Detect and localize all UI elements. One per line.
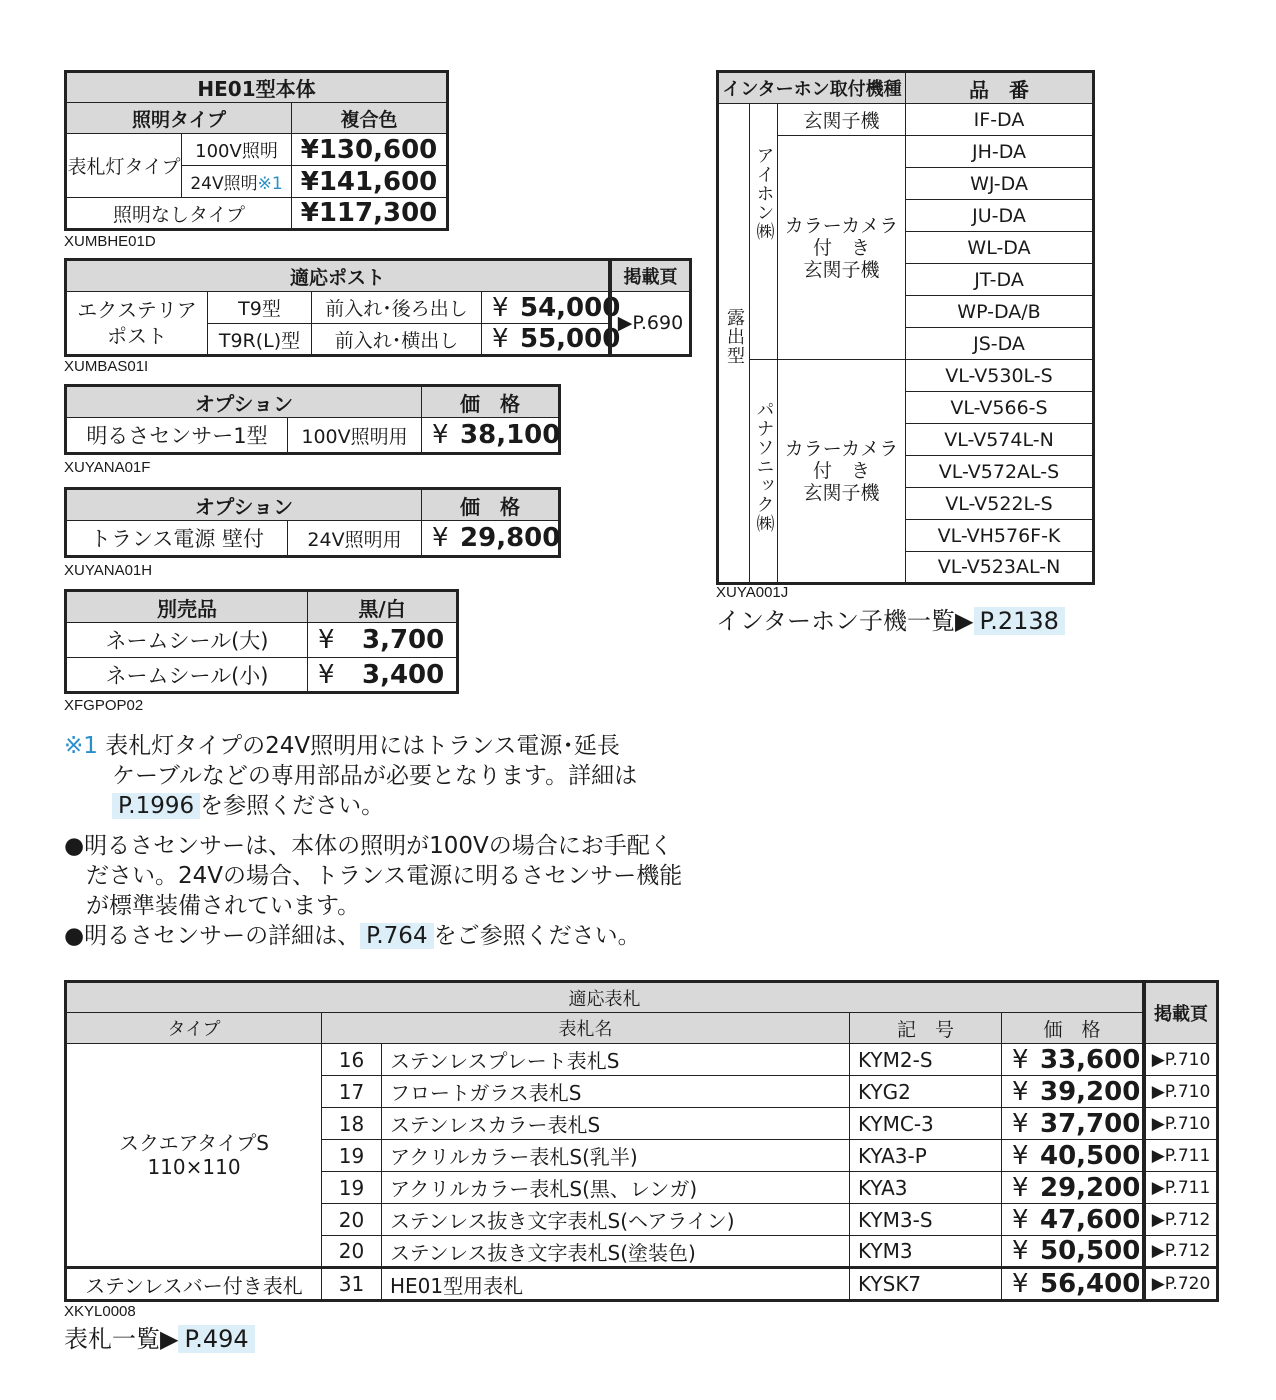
footnote-1-line1: 表札灯タイプの24V照明用にはトランス電源･延長	[105, 733, 620, 759]
extra-name: ネームシール(小)	[66, 658, 308, 693]
post-desc: 前入れ･後ろ出し	[312, 292, 482, 324]
nameplate-page-link[interactable]: ▶P.711	[1145, 1172, 1218, 1204]
extra-price	[308, 623, 458, 658]
camera-line3: 玄関子機	[803, 258, 880, 281]
yen-sign: ¥	[492, 292, 509, 323]
square-type-name: スクエアタイプS	[119, 1131, 269, 1155]
nameplate-list-page-link[interactable]: P.494	[178, 1325, 254, 1353]
intercom-mount-label: 露出型	[724, 308, 745, 365]
he01-price-100v: ¥130,600	[292, 134, 448, 166]
post-price	[482, 324, 621, 356]
yen-sign: ¥	[432, 420, 449, 450]
intercom-model: JS-DA	[906, 328, 1094, 360]
footnote-1-page-link[interactable]: P.1996	[112, 793, 200, 819]
option2-name: トランス電源 壁付	[66, 521, 288, 557]
yen-sign: ¥	[1012, 1108, 1029, 1139]
option1-code: XUYANA01F	[64, 459, 151, 476]
post-page-link[interactable]: ▶P.690	[611, 292, 691, 356]
he01-col-lighting: 照明タイプ	[66, 103, 292, 134]
nameplate-col-type: タイプ	[66, 1013, 322, 1044]
extra-header: 別売品	[66, 591, 308, 623]
he01-group-label: 表札灯タイプ	[66, 134, 182, 198]
option2-table	[64, 487, 561, 558]
extra-name: ネームシール(大)	[66, 623, 308, 658]
post-price-value: 55,000	[520, 324, 621, 354]
nameplate-page-link[interactable]: ▶P.720	[1145, 1268, 1218, 1301]
yen-sign: ¥	[1012, 1236, 1029, 1266]
he01-type-24v-label: 24V照明	[190, 174, 258, 194]
option2-price	[422, 521, 560, 557]
nameplate-page-link[interactable]: ▶P.711	[1145, 1140, 1218, 1172]
intercom-camera-aiphone	[778, 136, 906, 360]
intercom-code: XUYA001J	[716, 584, 789, 601]
he01-none-price: ¥117,300	[292, 198, 448, 230]
intercom-model: WP-DA/B	[906, 296, 1094, 328]
footnote-1-tail: を参照ください。	[200, 793, 385, 819]
camera-line2: 付 き	[813, 236, 871, 259]
intercom-model: VL-V530L-S	[906, 360, 1094, 392]
nameplate-price	[1002, 1140, 1144, 1172]
post-price-value: 54,000	[520, 292, 621, 323]
intercom-model-header: 品 番	[906, 72, 1094, 104]
nameplate-link-label: 表札一覧▶	[64, 1325, 179, 1353]
camera-line2: 付 き	[813, 460, 871, 482]
nameplate-price-value: 37,700	[1040, 1108, 1141, 1139]
nameplate-name: ステンレス抜き文字表札S(塗装色)	[382, 1236, 850, 1268]
nameplate-price-value: 47,600	[1040, 1204, 1141, 1235]
nameplate-name: HE01型用表札	[382, 1268, 850, 1301]
option1-spec: 100V照明用	[288, 418, 422, 454]
nameplate-name: ステンレス抜き文字表札S(ヘアライン)	[382, 1204, 850, 1236]
option1-price	[422, 418, 560, 454]
nameplate-code-label: XKYL0008	[64, 1303, 136, 1320]
bullet-1-line1: ●明るさセンサーは、本体の照明が100Vの場合にお手配く	[64, 833, 673, 859]
nameplate-no: 20	[322, 1204, 382, 1236]
post-model: T9型	[208, 292, 312, 324]
he01-col-color: 複合色	[292, 103, 448, 134]
nameplate-square-type	[66, 1044, 322, 1268]
option2-spec: 24V照明用	[288, 521, 422, 557]
camera-line1: カラーカメラ	[784, 438, 899, 460]
option2-price-value: 29,800	[460, 523, 561, 553]
intercom-link-label: インターホン子機一覧▶	[716, 607, 974, 635]
intercom-entrance: 玄関子機	[778, 104, 906, 136]
post-price	[482, 292, 621, 324]
he01-title: HE01型本体	[66, 72, 448, 103]
extra-color-header: 黒/白	[308, 591, 458, 623]
post-page-header: 掲載頁	[611, 260, 691, 292]
extra-price-value: 3,400	[362, 659, 445, 690]
intercom-mount-type	[718, 104, 750, 584]
nameplate-code: KYM2-S	[850, 1044, 1002, 1076]
intercom-model: VL-V572AL-S	[906, 456, 1094, 488]
extra-price-value: 3,700	[362, 625, 445, 655]
nameplate-page-link[interactable]: ▶P.712	[1145, 1236, 1218, 1268]
nameplate-no: 20	[322, 1236, 382, 1268]
intercom-maker-panasonic	[750, 360, 778, 584]
intercom-model: IF-DA	[906, 104, 1094, 136]
nameplate-link	[64, 1324, 255, 1354]
nameplate-no: 18	[322, 1108, 382, 1140]
post-table	[64, 258, 621, 357]
nameplate-page-link[interactable]: ▶P.710	[1145, 1044, 1218, 1076]
bullet-notes	[64, 831, 704, 951]
post-page-table	[609, 258, 692, 357]
nameplate-price-value: 33,600	[1040, 1044, 1141, 1075]
nameplate-no: 16	[322, 1044, 382, 1076]
option1-table	[64, 384, 561, 455]
nameplate-price-value: 40,500	[1040, 1140, 1141, 1171]
nameplate-price-value: 39,200	[1040, 1076, 1141, 1107]
intercom-model: JU-DA	[906, 200, 1094, 232]
he01-type-24v	[182, 166, 292, 198]
nameplate-price	[1002, 1108, 1144, 1140]
nameplate-no: 19	[322, 1172, 382, 1204]
intercom-model: JT-DA	[906, 264, 1094, 296]
intercom-model: VL-VH576F-K	[906, 520, 1094, 552]
intercom-maker-panasonic-label: パナソニック㈱	[753, 400, 775, 533]
bullet-2-head: ●明るさセンサーの詳細は、	[64, 923, 361, 949]
nameplate-no: 19	[322, 1140, 382, 1172]
bullet-2-tail: をご参照ください。	[433, 923, 641, 949]
intercom-header: インターホン取付機種	[718, 72, 906, 104]
footnote-1	[64, 731, 704, 821]
post-model: T9R(L)型	[208, 324, 312, 356]
intercom-model: VL-V574L-N	[906, 424, 1094, 456]
yen-sign: ¥	[1012, 1044, 1029, 1075]
option1-name: 明るさセンサー1型	[66, 418, 288, 454]
nameplate-no: 17	[322, 1076, 382, 1108]
extra-price	[308, 658, 458, 693]
option2-header: オプション	[66, 489, 422, 521]
nameplate-title: 適応表札	[66, 982, 1144, 1013]
nameplate-code: KYM3	[850, 1236, 1002, 1268]
nameplate-price	[1002, 1236, 1144, 1268]
nameplate-price-value: 29,200	[1040, 1172, 1141, 1203]
nameplate-col-name: 表札名	[322, 1013, 850, 1044]
intercom-model: WL-DA	[906, 232, 1094, 264]
nameplate-table	[64, 980, 1145, 1302]
bullet-1-line2: ださい。24Vの場合、トランス電源に明るさセンサー機能	[86, 863, 683, 889]
intercom-table	[716, 70, 1095, 585]
nameplate-name: フロートガラス表札S	[382, 1076, 850, 1108]
camera-line1: カラーカメラ	[784, 214, 899, 237]
he01-table	[64, 70, 449, 231]
post-name	[66, 292, 208, 356]
intercom-link	[716, 606, 1065, 636]
option1-price-header: 価 格	[422, 386, 560, 418]
yen-sign: ¥	[1012, 1172, 1029, 1203]
nameplate-price-value: 56,400	[1040, 1269, 1141, 1299]
he01-none-label: 照明なしタイプ	[66, 198, 292, 230]
intercom-maker-aiphone-label: アイホン㈱	[753, 146, 775, 241]
post-header: 適応ポスト	[66, 260, 610, 292]
nameplate-price	[1002, 1044, 1144, 1076]
nameplate-code: KYSK7	[850, 1268, 1002, 1301]
nameplate-bar-type: ステンレスバー付き表札	[66, 1268, 322, 1301]
post-name-line2: ポスト	[107, 324, 167, 348]
option1-price-value: 38,100	[460, 420, 561, 450]
nameplate-price	[1002, 1076, 1144, 1108]
footnote-1-mark: ※1	[64, 733, 98, 759]
he01-footnote-mark: ※1	[257, 174, 283, 194]
intercom-model: JH-DA	[906, 136, 1094, 168]
nameplate-page-link[interactable]: ▶P.710	[1145, 1076, 1218, 1108]
intercom-model: VL-V522L-S	[906, 488, 1094, 520]
yen-sign: ¥	[318, 625, 335, 655]
option1-header: オプション	[66, 386, 422, 418]
nameplate-col-price: 価 格	[1002, 1013, 1144, 1044]
nameplate-price-value: 50,500	[1040, 1236, 1141, 1266]
nameplate-col-code: 記 号	[850, 1013, 1002, 1044]
intercom-maker-aiphone	[750, 104, 778, 360]
nameplate-name: ステンレスカラー表札S	[382, 1108, 850, 1140]
intercom-model: VL-V523AL-N	[906, 552, 1094, 584]
nameplate-code: KYA3	[850, 1172, 1002, 1204]
post-name-line1: エクステリア	[77, 298, 197, 322]
nameplate-code: KYG2	[850, 1076, 1002, 1108]
intercom-model: WJ-DA	[906, 168, 1094, 200]
nameplate-price	[1002, 1204, 1144, 1236]
nameplate-no: 31	[322, 1268, 382, 1301]
yen-sign: ¥	[432, 523, 449, 553]
square-type-size: 110×110	[147, 1155, 241, 1179]
nameplate-code: KYM3-S	[850, 1204, 1002, 1236]
yen-sign: ¥	[318, 659, 335, 690]
bullet-1-line3: が標準装備されています。	[86, 893, 361, 919]
nameplate-price	[1002, 1268, 1144, 1301]
intercom-page-link[interactable]: P.2138	[974, 607, 1065, 635]
he01-code: XUMBHE01D	[64, 233, 156, 250]
yen-sign: ¥	[492, 324, 509, 354]
post-desc: 前入れ･横出し	[312, 324, 482, 356]
yen-sign: ¥	[1012, 1076, 1029, 1107]
camera-line3: 玄関子機	[803, 482, 880, 504]
nameplate-code: KYA3-P	[850, 1140, 1002, 1172]
yen-sign: ¥	[1012, 1269, 1029, 1299]
nameplate-name: アクリルカラー表札S(黒、レンガ)	[382, 1172, 850, 1204]
yen-sign: ¥	[1012, 1140, 1029, 1171]
nameplate-code: KYMC-3	[850, 1108, 1002, 1140]
extra-table	[64, 589, 459, 694]
footnote-1-line2: ケーブルなどの専用部品が必要となります。詳細は	[112, 763, 638, 789]
yen-sign: ¥	[1012, 1204, 1029, 1235]
nameplate-page-link[interactable]: ▶P.712	[1145, 1204, 1218, 1236]
intercom-model: VL-V566-S	[906, 392, 1094, 424]
intercom-camera-panasonic	[778, 360, 906, 584]
option2-code: XUYANA01H	[64, 562, 153, 579]
he01-type-100v: 100V照明	[182, 134, 292, 166]
extra-code: XFGPOP02	[64, 697, 144, 714]
nameplate-price	[1002, 1172, 1144, 1204]
option2-price-header: 価 格	[422, 489, 560, 521]
nameplate-name: ステンレスプレート表札S	[382, 1044, 850, 1076]
bullet-2-page-link[interactable]: P.764	[360, 923, 434, 949]
nameplate-page-header: 掲載頁	[1145, 982, 1218, 1044]
nameplate-page-link[interactable]: ▶P.710	[1145, 1108, 1218, 1140]
nameplate-name: アクリルカラー表札S(乳半)	[382, 1140, 850, 1172]
nameplate-page-table	[1143, 980, 1219, 1302]
post-code: XUMBAS01I	[64, 358, 149, 375]
he01-price-24v: ¥141,600	[292, 166, 448, 198]
